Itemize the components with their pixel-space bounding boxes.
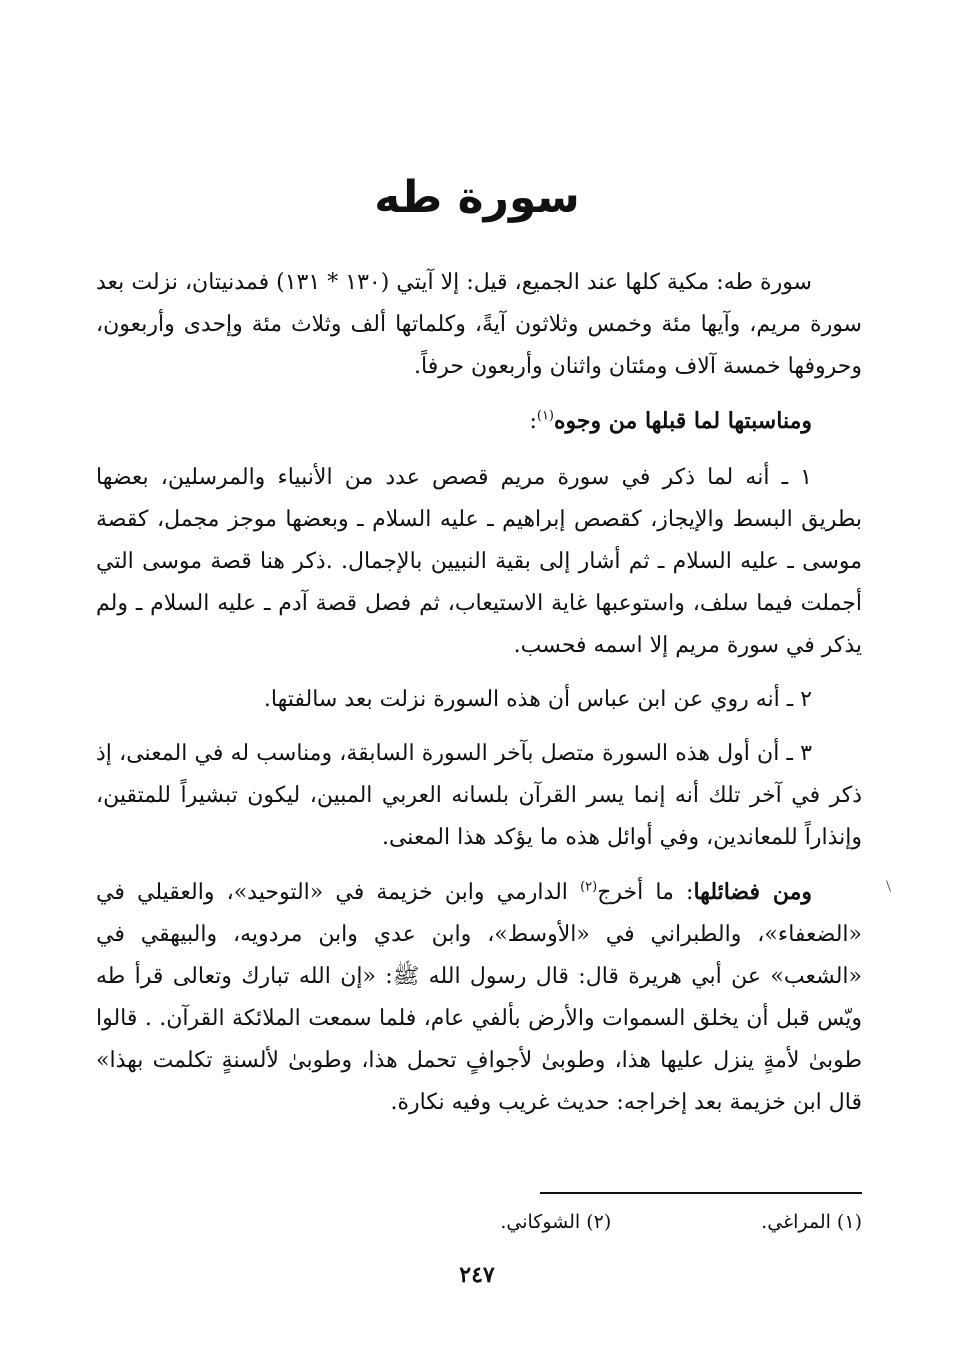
surah-title: سورة طه <box>374 172 580 223</box>
page-number: ٢٤٧ <box>459 1262 495 1288</box>
fadail-heading: ومن فضائلها <box>693 879 812 905</box>
fadail-paragraph <box>96 871 862 1124</box>
footnote-separator <box>540 1192 862 1194</box>
fadail-lead: : ما أخرج <box>597 880 694 905</box>
body-text <box>96 262 862 1136</box>
footnote-2: (٢) الشوكاني. <box>500 1211 612 1233</box>
stray-margin-mark <box>886 880 891 892</box>
intro-paragraph: سورة طه: مكية كلها عند الجميع، قيل: إلا آيتي (١٣٠ * ١٣١) فمدنيتان، نزلت بعد سورة مريم، وآيها مئة وخمس وثلاثون آيةً، وكلماتها ألف وثلاث مئة وإحدى وأربعون، وحروفها خمسة آلاف ومئتان واثنان وأربعون حرفاً. <box>96 270 862 379</box>
footnote-marker-2: (٢) <box>580 879 598 895</box>
munasaba-heading-line <box>96 400 862 443</box>
footnote-1: (١) المراغي. <box>761 1211 862 1233</box>
fadail-text: الدارمي وابن خزيمة في «التوحيد»، والعقيلي في «الضعفاء»، والطبراني في «الأوسط»، وابن عدي وابن مردويه، والبيهقي في «الشعب» عن أبي هريرة قال: قال رسول الله ﷺ: «إن الله تبارك وتعالى قرأ طه ويّس قبل أن يخلق السموات والأرض بألفي عام، فلما سمعت الملائكة القرآن. . قالوا طوبىٰ لأمةٍ ينزل عليها هذا، وطوبىٰ لأجوافٍ تحمل هذا، وطوبىٰ لألسنةٍ تكلمت بهذا» قال ابن خزيمة بعد إخراجه: حديث غريب وفيه نكارة. <box>96 880 863 1115</box>
munasaba-heading: ومناسبتها لما قبلها من وجوه <box>554 408 812 434</box>
point-3-paragraph: ٣ ـ أن أول هذه السورة متصل بآخر السورة السابقة، ومناسب له في المعنى، إذ ذكر في آخر تلك أنه إنما يسر القرآن بلسانه العربي المبين، ليكون تبشيراً للمتقين، وإنذاراً للمعاندين، وفي أوائل هذه ما يؤكد هذا المعنى. <box>96 741 862 850</box>
point-1-paragraph: ١ ـ أنه لما ذكر في سورة مريم قصص عدد من الأنبياء والمرسلين، بعضها بطريق البسط والإيجاز، كقصص إبراهيم ـ عليه السلام ـ وبعضها موجز مجمل، كقصة موسى ـ عليه السلام ـ ثم أشار إلى بقية النبيين بالإجمال. .ذكر هنا قصة موسى التي أجملت فيما سلف، واستوعبها غاية الاستيعاب، ثم فصل قصة آدم ـ عليه السلام ـ ولم يذكر في سورة مريم إلا اسمه فحسب. <box>96 465 862 658</box>
point-2-paragraph: ٢ ـ أنه روي عن ابن عباس أن هذه السورة نزلت بعد سالفتها. <box>263 687 812 712</box>
footnote-marker-1: (١) <box>536 408 554 424</box>
munasaba-colon: : <box>529 409 537 434</box>
footnotes <box>300 1206 862 1238</box>
